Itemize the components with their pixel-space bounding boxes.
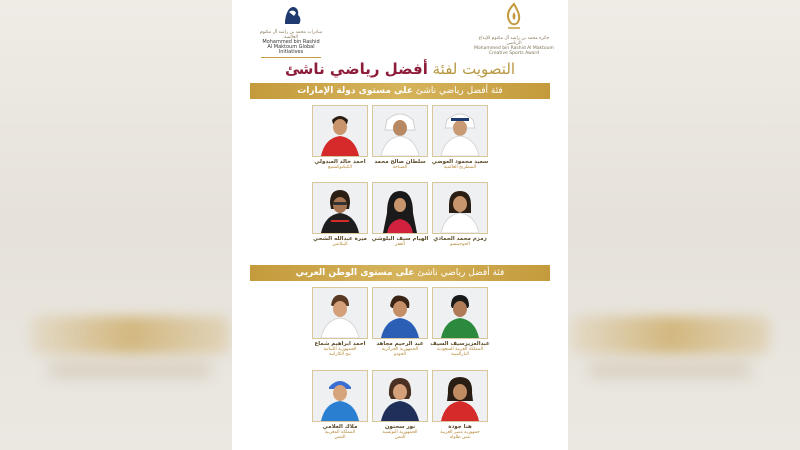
athlete-sport: بنج الكاراتيه — [329, 352, 351, 357]
section-arab-label-bold: على مستوى الوطن العربي — [295, 268, 415, 278]
section-uae-label-start: فئة أفضل رياضي ناشئ — [415, 86, 503, 96]
athlete-name: عبدالعزيزسيف السيف — [430, 341, 490, 347]
background-band-right — [570, 316, 770, 354]
logo-left-underline — [261, 57, 321, 58]
athlete-photo — [372, 370, 428, 422]
athlete-photo — [312, 182, 368, 234]
athlete-sport: تنس طاولة — [449, 435, 471, 440]
athlete-photo — [372, 287, 428, 339]
athlete-sport: التنس — [334, 435, 346, 440]
athlete-country: الجمهورية الجزائرية — [381, 347, 419, 352]
athlete-card — [370, 105, 430, 170]
athlete-sport: الشطرنج العالمية — [443, 165, 477, 170]
logo-left-english-line1: Mohammed bin Rashid — [262, 39, 320, 45]
athlete-photo — [312, 287, 368, 339]
background-left — [0, 0, 232, 450]
athlete-photo — [312, 105, 368, 157]
background-right — [568, 0, 800, 450]
creative-sports-award-logo — [474, 2, 554, 56]
athlete-card — [310, 370, 370, 440]
athlete-name: سلطان صالح محمد — [374, 159, 426, 165]
athlete-sport: البيلاتس — [332, 242, 348, 247]
athlete-name: زمزم محمد الحمادي — [433, 236, 487, 242]
athlete-photo — [372, 182, 428, 234]
section-header-uae — [250, 83, 550, 99]
athlete-country: المملكة المغربية — [324, 430, 356, 435]
title-prefix: التصويت لفئة — [432, 60, 516, 78]
athlete-name: سعيد محمود العوضي — [431, 159, 489, 165]
logo-right-arabic: جائزة محمد بن راشد آل مكتوم للإبداع الرياضي — [478, 36, 550, 46]
athlete-sport: البارالمبية — [451, 352, 469, 357]
page-title — [232, 60, 568, 78]
athlete-name: احمد خالد العبدولي — [314, 159, 366, 165]
athlete-name: هنا جودة — [448, 424, 472, 430]
athlete-name: نور سحنون — [384, 424, 416, 430]
athlete-photo — [432, 182, 488, 234]
section-arab-label-start: فئة أفضل رياضي ناشئ — [417, 268, 505, 278]
athlete-card — [310, 105, 370, 170]
athlete-name: ملاك العلامي — [322, 424, 358, 430]
athlete-photo — [432, 287, 488, 339]
athlete-photo — [432, 105, 488, 157]
logo-right-english-line1: Mohammed bin Rashid Al Maktoum — [474, 46, 554, 51]
athlete-sport: الكيكبوكسينغ — [328, 165, 352, 170]
athlete-sport: الجوجيتسو — [450, 242, 470, 247]
athlete-photo — [312, 370, 368, 422]
background-band2-right — [590, 362, 750, 378]
athlete-sport: السباحة — [392, 165, 408, 170]
athlete-card — [310, 182, 370, 247]
athlete-name: احمد ابراهيم شماع — [314, 341, 366, 347]
athlete-card — [370, 370, 430, 440]
logo-left-english-line2: Al Maktoum Global Initiatives — [267, 44, 315, 55]
global-initiatives-logo — [256, 4, 326, 58]
athlete-sport: القفز — [395, 242, 405, 247]
athlete-card — [370, 182, 430, 247]
athlete-country: الجمهورية اللبنانية — [323, 347, 357, 352]
athlete-name: الهيام سيف البلوشي — [371, 236, 429, 242]
logo-left-arabic: مبادرات محمد بن راشد آل مكتوم العالمية — [259, 30, 323, 40]
athlete-photo — [372, 105, 428, 157]
award-flame-icon — [502, 2, 526, 32]
athlete-sport: الجودو — [393, 352, 407, 357]
portrait-emblem-icon — [277, 4, 305, 26]
section-header-arab — [250, 265, 550, 281]
logo-right-english-line2: Creative Sports Award — [488, 51, 540, 56]
athlete-card — [430, 105, 490, 170]
athlete-card — [310, 287, 370, 357]
athlete-name: ميرة عبدالله الشحي — [313, 236, 367, 242]
athlete-card — [430, 370, 490, 440]
athlete-card — [430, 287, 490, 357]
athlete-card — [370, 287, 430, 357]
background-band2-left — [50, 362, 210, 378]
title-highlight: أفضل رياضي ناشئ — [284, 60, 428, 78]
athlete-name: عبد الرحيم مجاهد — [376, 341, 424, 347]
background-band-left — [30, 316, 230, 354]
athlete-photo — [432, 370, 488, 422]
athlete-country: المملكة العربية السعودية — [436, 347, 484, 352]
athlete-country: الجمهورية التونسية — [382, 430, 418, 435]
athlete-sport: التنس — [394, 435, 406, 440]
athlete-country: جمهورية مصر العربية — [440, 430, 480, 435]
poster — [232, 0, 568, 450]
section-uae-label-bold: على مستوى دولة الإمارات — [297, 86, 413, 96]
athlete-card — [430, 182, 490, 247]
